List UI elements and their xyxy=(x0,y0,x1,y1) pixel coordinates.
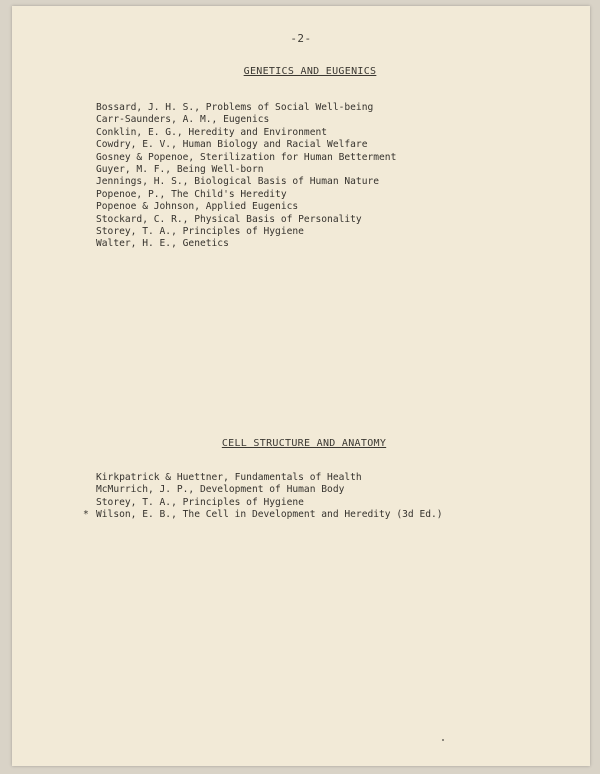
reference-item xyxy=(96,189,396,201)
paper-speck xyxy=(442,739,444,741)
reference-text: Popenoe & Johnson, Applied Eugenics xyxy=(96,201,299,213)
reference-text: Walter, H. E., Genetics xyxy=(96,238,229,250)
reference-text: Guyer, M. F., Being Well-born xyxy=(96,164,264,176)
reference-item xyxy=(96,114,396,126)
reference-item xyxy=(96,472,443,484)
reference-text: Popenoe, P., The Child's Heredity xyxy=(96,188,287,200)
reference-text: Carr-Saunders, A. M., Eugenics xyxy=(96,114,270,126)
reference-list-cell-structure xyxy=(83,472,443,522)
reference-item xyxy=(96,214,396,226)
reference-text: Stockard, C. R., Physical Basis of Personality xyxy=(96,213,362,225)
reference-text: Gosney & Popenoe, Sterilization for Human Betterment xyxy=(96,151,397,163)
reference-item xyxy=(96,102,396,114)
section-title-cell-structure: CELL STRUCTURE AND ANATOMY xyxy=(221,438,387,449)
reference-text: Jennings, H. S., Biological Basis of Human Nature xyxy=(96,176,380,188)
reference-item xyxy=(96,139,396,151)
reference-item xyxy=(96,176,396,188)
reference-text: Cowdry, E. V., Human Biology and Racial Welfare xyxy=(96,139,368,151)
asterisk-marker: * xyxy=(83,509,89,521)
document-page xyxy=(12,6,590,766)
reference-item xyxy=(96,226,396,238)
reference-item xyxy=(96,238,396,250)
section-title-genetics: GENETICS AND EUGENICS xyxy=(243,66,377,77)
reference-text: Kirkpatrick & Huettner, Fundamentals of Health xyxy=(96,472,362,483)
reference-item xyxy=(96,201,396,213)
reference-text: Bossard, J. H. S., Problems of Social Well-being xyxy=(96,102,374,113)
reference-text: Conklin, E. G., Heredity and Environment xyxy=(96,126,328,138)
reference-text: Storey, T. A., Principles of Hygiene xyxy=(96,496,304,508)
reference-item xyxy=(96,164,396,176)
page-number: -2- xyxy=(290,32,312,45)
reference-item xyxy=(96,484,443,496)
reference-item xyxy=(96,152,396,164)
reference-text: McMurrich, J. P., Development of Human Body xyxy=(96,484,345,496)
reference-list-genetics xyxy=(96,102,396,251)
reference-text: Storey, T. A., Principles of Hygiene xyxy=(96,226,304,238)
reference-item xyxy=(83,509,443,521)
reference-item xyxy=(96,127,396,139)
reference-text: Wilson, E. B., The Cell in Development and Heredity (3d Ed.) xyxy=(96,509,443,521)
reference-item xyxy=(96,497,443,509)
